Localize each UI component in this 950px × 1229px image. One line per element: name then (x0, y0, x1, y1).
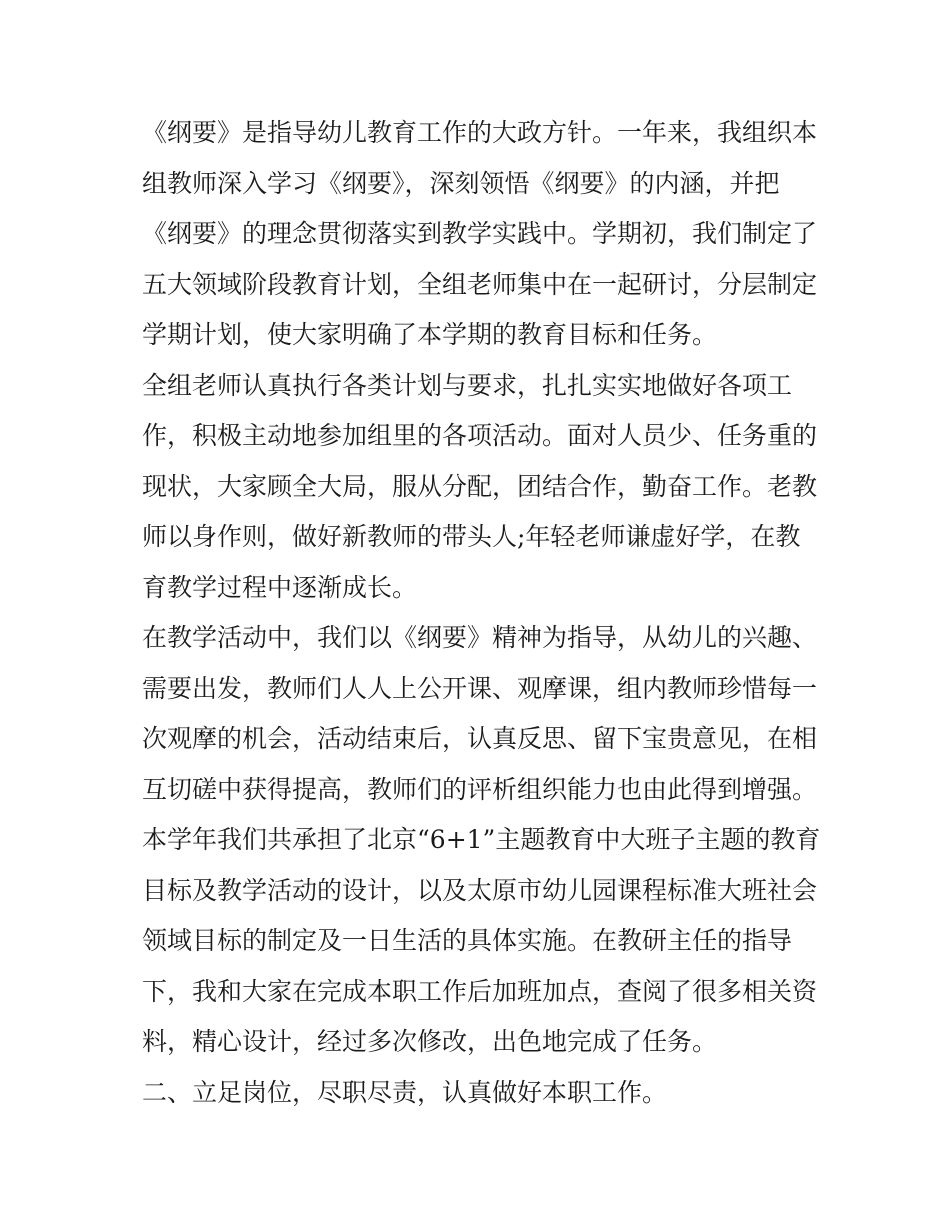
text-line: 下，我和大家在完成本职工作后加班加点，查阅了很多相关资 (142, 976, 818, 1006)
text-line: 在教学活动中，我们以《纲要》精神为指导，从幼儿的兴趣、 (142, 623, 818, 652)
text-line: 五大领域阶段教育计划，全组老师集中在一起研讨，分层制定 (142, 269, 818, 299)
text-line: 作，积极主动地参加组里的各项活动。面对人员少、任务重的 (142, 421, 818, 450)
text-line: 需要出发，教师们人人上公开课、观摩课，组内教师珍惜每一 (142, 673, 818, 703)
text-line: 互切磋中获得提高，教师们的评析组织能力也由此得到增强。 (142, 774, 818, 804)
section-heading: 二、立足岗位，尽职尽责，认真做好本职工作。 (142, 1077, 668, 1107)
text-line: 《纲要》的理念贯彻落实到教学实践中。学期初，我们制定了 (142, 219, 818, 248)
text-line: 全组老师认真执行各类计划与要求，扎扎实实地做好各项工 (142, 370, 793, 400)
text-line: 本学年我们共承担了北京“6+1”主题教育中大班子主题的教育 (142, 825, 821, 854)
text-line: 《纲要》是指导幼儿教育工作的大政方针。一年来，我组织本 (142, 118, 818, 147)
text-line: 次观摩的机会，活动结束后，认真反思、留下宝贵意见，在相 (142, 724, 818, 753)
text-line: 学期计划，使大家明确了本学期的教育目标和任务。 (142, 320, 718, 349)
text-line: 目标及教学活动的设计，以及太原市幼儿园课程标准大班社会 (142, 875, 818, 905)
text-line: 领域目标的制定及一日生活的具体实施。在教研主任的指导 (142, 926, 793, 955)
text-line: 组教师深入学习《纲要》，深刻领悟《纲要》的内涵，并把 (142, 168, 780, 198)
text-line: 师以身作则，做好新教师的带头人;年轻老师谦虚好学，在教 (142, 522, 801, 551)
text-line: 育教学过程中逐渐成长。 (142, 572, 418, 602)
document-body (142, 108, 822, 1118)
text-line: 现状，大家顾全大局，服从分配，团结合作，勤奋工作。老教 (142, 471, 818, 501)
text-line: 料，精心设计，经过多次修改，出色地完成了任务。 (142, 1027, 718, 1056)
